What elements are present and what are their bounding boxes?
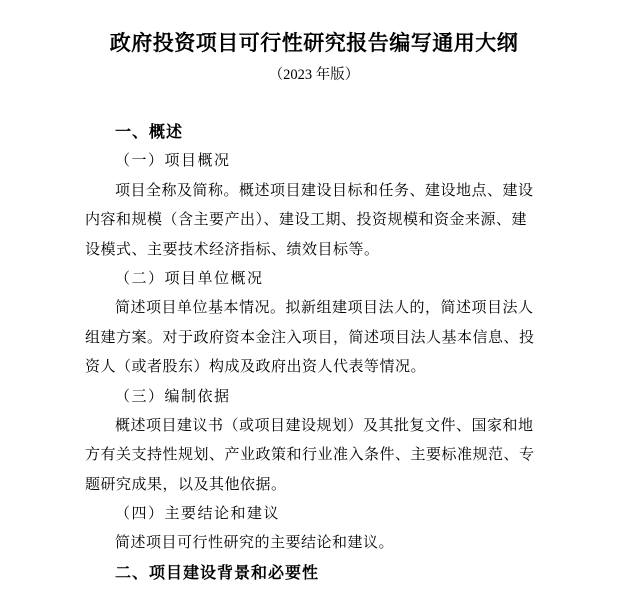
paragraph-line: 题研究成果，以及其他依据。 [85, 476, 287, 493]
subsection-heading-1-2: （二）项目单位概况 [115, 270, 264, 287]
paragraph-line: 资人（或者股东）构成及政府出资人代表等情况。 [85, 359, 427, 376]
paragraph-line: 组建方案。对于政府资本金注入项目，简述项目法人基本信息、投 [85, 329, 535, 346]
subsection-heading-1-3: （三）编制依据 [115, 388, 231, 405]
paragraph-line: 简述项目可行性研究的主要结论和建议。 [115, 535, 395, 552]
page-title: 政府投资项目可行性研究报告编写通用大纲 [109, 31, 519, 55]
paragraph-line: 设模式、主要技术经济指标、绩效目标等。 [85, 241, 380, 258]
paragraph-line: 概述项目建议书（或项目建设规划）及其批复文件、国家和地 [115, 417, 534, 434]
section-heading-2: 二、项目建设背景和必要性 [115, 564, 320, 582]
paragraph-line: 方有关支持性规划、产业政策和行业准入条件、主要标准规范、专 [85, 447, 535, 464]
paragraph-line: 简述项目单位基本情况。拟新组建项目法人的，简述项目法人 [115, 300, 534, 317]
paragraph-line: 内容和规模（含主要产出）、建设工期、投资规模和资金来源、建 [85, 212, 528, 229]
subsection-heading-1-1: （一）项目概况 [115, 153, 231, 170]
document-body [85, 118, 548, 588]
subsection-heading-1-4: （四）主要结论和建议 [115, 506, 281, 523]
page-subtitle: （2023 年版） [268, 67, 360, 83]
paragraph-line: 项目全称及简称。概述项目建设目标和任务、建设地点、建设 [115, 182, 534, 199]
section-heading-1: 一、概述 [115, 124, 184, 141]
